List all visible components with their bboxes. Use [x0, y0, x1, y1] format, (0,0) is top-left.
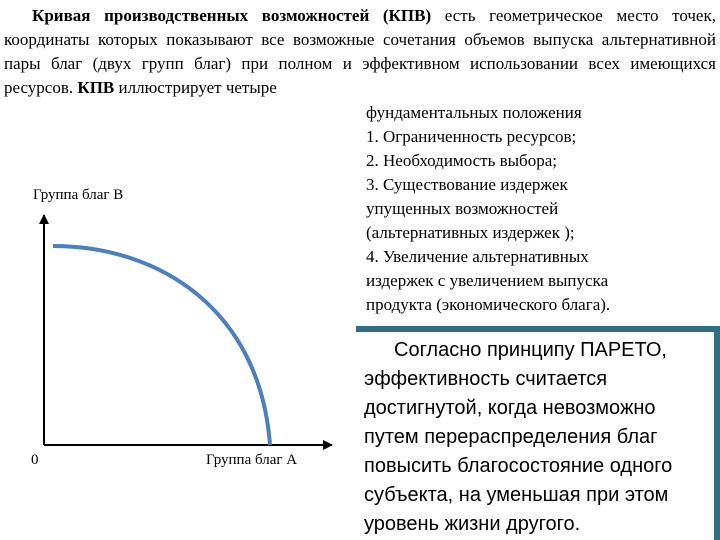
ppf-diagram — [0, 180, 350, 480]
positions-item-4: 4. Увеличение альтернативных — [366, 247, 589, 266]
y-axis-label: Группа благ В — [33, 187, 124, 203]
pareto-line: достигнутой, когда невозможно — [364, 397, 656, 419]
pareto-box — [356, 326, 720, 540]
intro-term: Кривая производственных возможностей (КПВ) — [32, 6, 432, 25]
origin-label: 0 — [31, 452, 39, 468]
pareto-line: уровень жизни другого. — [364, 513, 581, 535]
positions-item-1: 1. Ограниченность ресурсов; — [366, 127, 577, 146]
intro-text: есть геометрическое место точек, координаты которых показывают все возможные сочетания объемов выпуска альтернативной пары благ (двух групп благ) при полном и эффективном использовании всех имеющихся ресурсов. — [4, 6, 716, 97]
positions-item-3: 3. Существование издержек — [366, 175, 568, 194]
ppf-curve — [53, 246, 270, 445]
pareto-line: эффективность считается — [364, 368, 608, 390]
positions-list — [366, 101, 718, 317]
x-axis-label: Группа благ А — [206, 452, 298, 468]
pareto-line: путем перераспределения благ — [364, 426, 658, 448]
pareto-text — [356, 332, 714, 540]
positions-line: упущенных возможностей — [366, 199, 559, 218]
pareto-line: Согласно принципу ПАРЕТО, — [394, 339, 667, 361]
pareto-line: субъекта, на уменьшая при этом — [364, 484, 669, 506]
intro-kpv: КПВ — [77, 78, 115, 97]
pareto-line: повысить благосостояние одного — [364, 455, 673, 477]
positions-line: издержек с увеличением выпуска — [366, 271, 609, 290]
positions-line: (альтернативных издержек ); — [366, 223, 575, 242]
intro-tail: иллюстрирует четыре — [114, 78, 277, 97]
intro-paragraph — [4, 4, 716, 100]
positions-line: продукта (экономического блага). — [366, 295, 611, 314]
positions-line: фундаментальных положения — [366, 103, 582, 122]
positions-item-2: 2. Необходимость выбора; — [366, 151, 557, 170]
